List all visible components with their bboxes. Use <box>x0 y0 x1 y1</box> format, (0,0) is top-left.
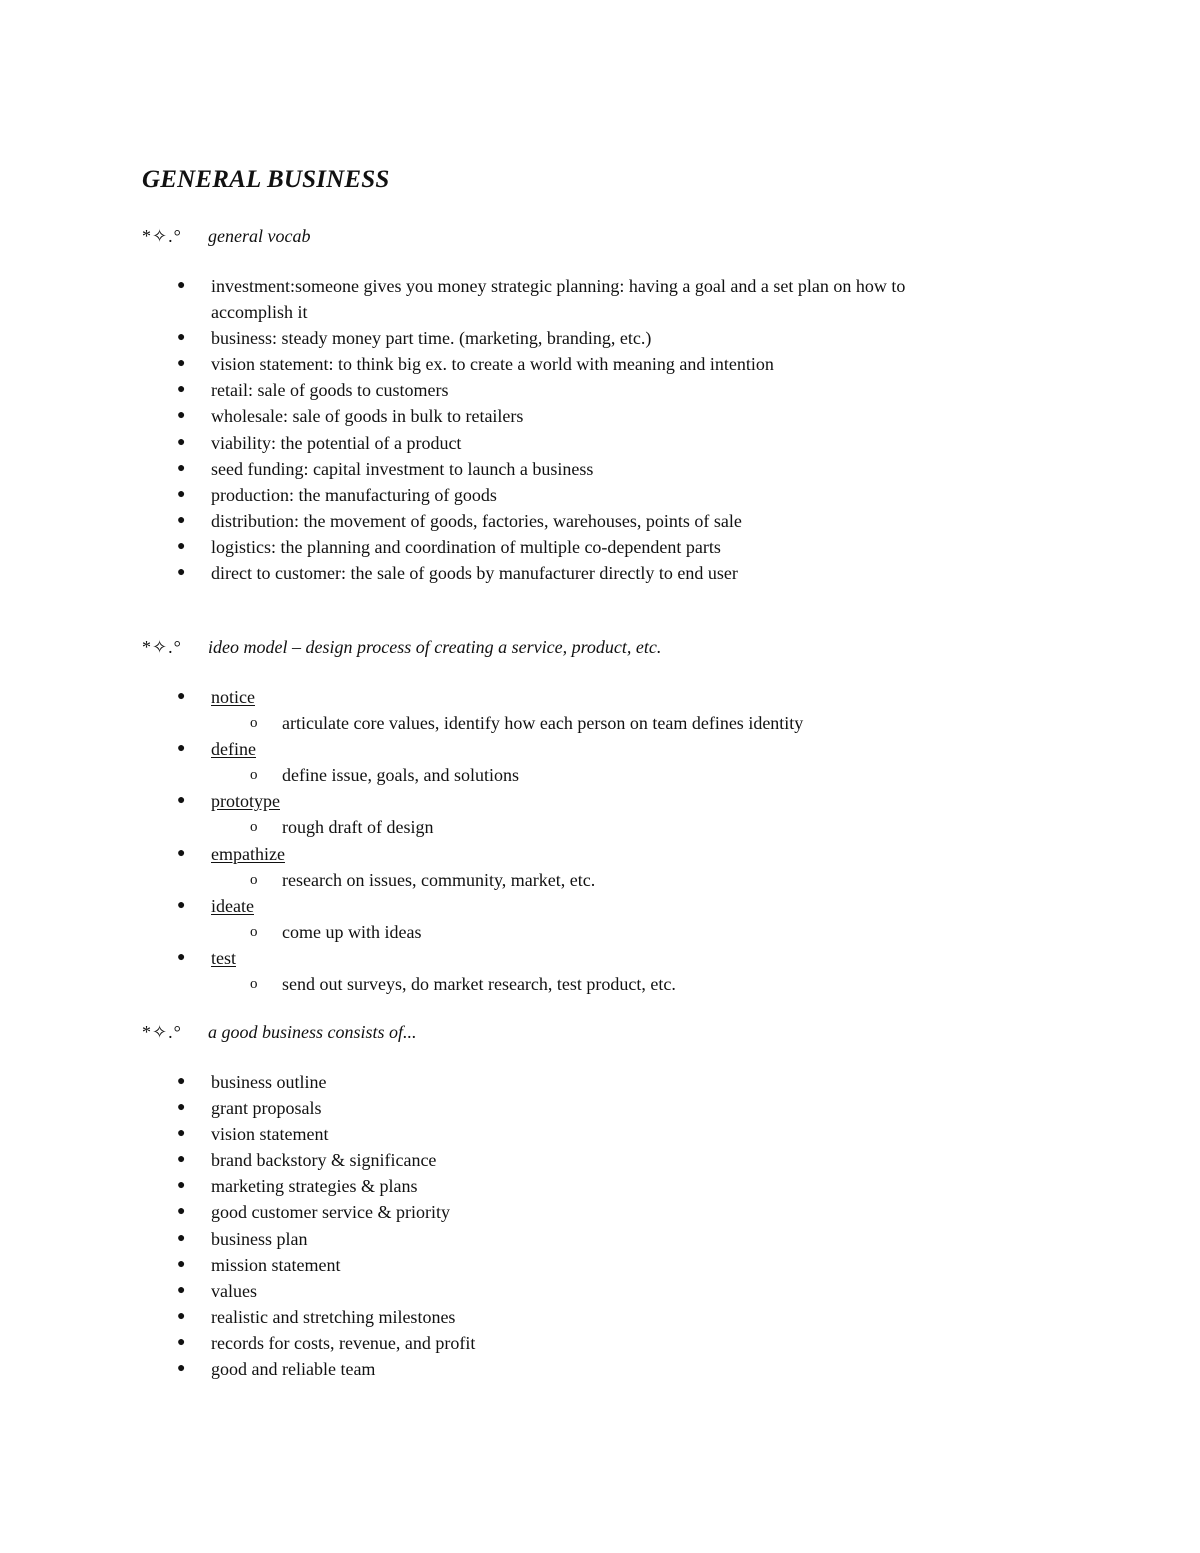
bullet-icon: ● <box>177 845 186 861</box>
sub-list-item: o rough draft of design <box>211 814 991 840</box>
bullet-icon: ● <box>177 1100 186 1116</box>
step-term: ideate <box>211 895 254 916</box>
sub-bullet-icon: o <box>250 767 258 784</box>
list-item: ● mission statement <box>0 1252 991 1278</box>
section-marker: *✧.° <box>142 637 182 657</box>
list-item: ● distribution: the movement of goods, factories, warehouses, points of sale <box>0 508 991 534</box>
section-heading-ideo-model <box>142 637 661 658</box>
list-item <box>0 893 991 945</box>
good-business-list <box>0 1069 991 1382</box>
bullet-icon: ● <box>177 565 186 581</box>
bullet-icon: ● <box>177 793 186 809</box>
bullet-icon: ● <box>177 741 186 757</box>
bullet-icon: ● <box>177 434 186 450</box>
bullet-icon: ● <box>177 278 186 293</box>
step-term: test <box>211 947 236 968</box>
list-item: ● realistic and stretching milestones <box>0 1304 991 1330</box>
list-item <box>0 841 991 893</box>
sub-list-item: o define issue, goals, and solutions <box>211 762 991 788</box>
list-item: ● wholesale: sale of goods in bulk to retailers <box>0 403 991 429</box>
sub-bullet-icon: o <box>250 976 258 993</box>
step-term: notice <box>211 687 255 707</box>
step-term: define <box>211 739 256 760</box>
bullet-icon: ● <box>177 1204 186 1220</box>
sub-bullet-icon: o <box>250 871 258 888</box>
bullet-icon: ● <box>177 356 186 372</box>
list-item: ● business outline <box>0 1069 991 1095</box>
bullet-icon: ● <box>177 1361 186 1377</box>
bullet-icon: ● <box>177 408 186 424</box>
section-marker: *✧.° <box>142 226 182 246</box>
list-item: ● grant proposals <box>0 1095 991 1121</box>
bullet-icon: ● <box>177 486 186 502</box>
bullet-icon: ● <box>177 382 186 398</box>
sub-list-item: o send out surveys, do market research, test product, etc. <box>211 971 991 997</box>
list-item: ● retail: sale of goods to customers <box>0 377 991 403</box>
sub-bullet-icon: o <box>250 715 258 732</box>
list-item: ● seed funding: capital investment to launch a business <box>0 456 991 482</box>
sub-list-item: o come up with ideas <box>211 919 991 945</box>
list-item: ● marketing strategies & plans <box>0 1173 991 1199</box>
list-item: ● direct to customer: the sale of goods by manufacturer directly to end user <box>0 560 991 586</box>
section-marker: *✧.° <box>142 1022 182 1042</box>
section-heading-general-vocab <box>142 226 310 247</box>
list-item: ● investment:someone gives you money strategic planning: having a goal and a set plan on how to accomplish it <box>0 273 991 325</box>
list-item <box>0 788 991 840</box>
bullet-icon: ● <box>177 1152 186 1168</box>
bullet-icon: ● <box>177 1334 186 1350</box>
general-vocab-list <box>0 273 991 586</box>
bullet-icon: ● <box>177 1074 186 1089</box>
bullet-icon: ● <box>177 897 186 913</box>
bullet-icon: ● <box>177 949 186 965</box>
list-item: ● good customer service & priority <box>0 1199 991 1225</box>
section-heading-text: a good business consists of... <box>208 1022 417 1042</box>
bullet-icon: ● <box>177 512 186 528</box>
bullet-icon: ● <box>177 1126 186 1142</box>
list-item: ● vision statement <box>0 1121 991 1147</box>
list-item: ● vision statement: to think big ex. to create a world with meaning and intention <box>0 351 991 377</box>
list-item: ● records for costs, revenue, and profit <box>0 1330 991 1356</box>
list-item: ● brand backstory & significance <box>0 1147 991 1173</box>
sub-bullet-icon: o <box>250 923 258 940</box>
section-heading-good-business <box>142 1022 417 1043</box>
bullet-icon: ● <box>177 689 186 704</box>
bullet-icon: ● <box>177 538 186 554</box>
list-item <box>0 945 991 997</box>
list-item <box>0 736 991 788</box>
list-item: ● business: steady money part time. (marketing, branding, etc.) <box>0 325 991 351</box>
list-item: ● production: the manufacturing of goods <box>0 482 991 508</box>
list-item: ● good and reliable team <box>0 1356 991 1382</box>
list-item: ● business plan <box>0 1226 991 1252</box>
ideo-model-list <box>0 684 991 997</box>
list-item: ● viability: the potential of a product <box>0 430 991 456</box>
bullet-icon: ● <box>177 1308 186 1324</box>
sub-list-item: o articulate core values, identify how each person on team defines identity <box>211 710 991 736</box>
bullet-icon: ● <box>177 1178 186 1194</box>
bullet-icon: ● <box>177 460 186 476</box>
list-item: ● logistics: the planning and coordination of multiple co-dependent parts <box>0 534 991 560</box>
list-item <box>0 684 991 736</box>
bullet-icon: ● <box>177 1256 186 1272</box>
sub-bullet-icon: o <box>250 819 258 836</box>
section-heading-text: ideo model – design process of creating a service, product, etc. <box>208 637 662 657</box>
bullet-icon: ● <box>177 330 186 346</box>
section-heading-text: general vocab <box>208 226 311 246</box>
step-term: prototype <box>211 791 280 812</box>
bullet-icon: ● <box>177 1282 186 1298</box>
sub-list-item: o research on issues, community, market, etc. <box>211 867 991 893</box>
step-term: empathize <box>211 843 285 864</box>
document-title: GENERAL BUSINESS <box>142 166 390 193</box>
list-item: ● values <box>0 1278 991 1304</box>
bullet-icon: ● <box>177 1230 186 1246</box>
